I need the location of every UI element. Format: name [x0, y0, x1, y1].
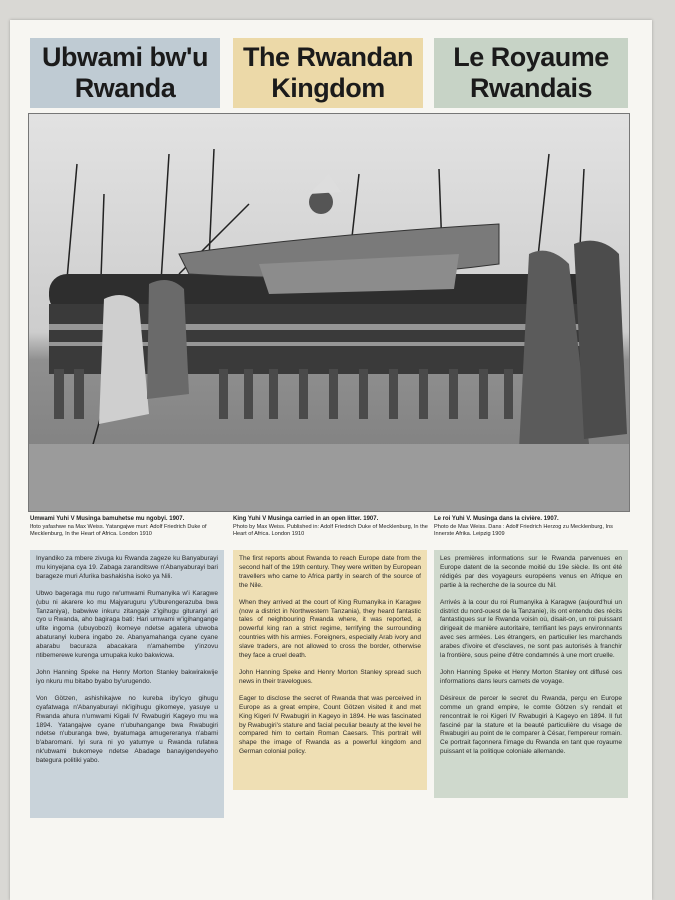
- caption-english-title: King Yuhi V Musinga carried in an open litter. 1907.: [233, 516, 379, 522]
- paragraph: Eager to disclose the secret of Rwanda that was perceived in Europe as a great empire, Count Götzen visited it and met King Kigeri IV Rwabugiri in Kageyo in 1894. He was fascinated by Rwabugiri's stature and facial peculiar beauty at the level he compared him to certain Roman Caesars. This portrait will shape the image of Rwanda as a powerful kingdom and German colonial policy.: [239, 694, 421, 756]
- title-english: [233, 38, 423, 108]
- paragraph: John Hanning Speke and Henry Morton Stanley spread such news in their travelogues.: [239, 668, 421, 685]
- paragraph: John Hanning Speke et Henry Morton Stanley ont diffusé ces informations dans leurs carnets de voyage.: [440, 668, 622, 685]
- text-column-french: [434, 550, 628, 798]
- caption-french-credit: Photo de Max Weiss. Dans : Adolf Friedrich Herzog zu Mecklenburg, Ins Innerste Afrika. Leipzig 1909: [434, 524, 613, 537]
- title-kinyarwanda: [30, 38, 220, 108]
- paragraph: Désireux de percer le secret du Rwanda, perçu en Europe comme un grand empire, le comte Götzen s'y rendait et rencontrait le roi Kigeri IV Rwabugiri à Kageyo en 1894. Il fut fasciné par la stature et la beauté particulière du visage de Rwabugiri au point de le comparer à César, l'empereur romain. Ce portrait façonnera l'image du Rwanda en tant que royaume puissant et la politique coloniale allemande.: [440, 694, 622, 756]
- paragraph: Ubwo bageraga mu rugo rw'umwami Rumanyika w'i Karagwe (ubu ni akarere ko mu Majyaruguru y'Uburengerazuba bwa Tanzaniya), babwiwe inkuru zitangaje z'igihugu gituranyi ari cyo u Rwanda, aho bagiraga bati: Hari umwami w'igihangange ufite ingoma (ubuyobozi) ikomeye ndetse agatera ubwoba abaturanyi kubera ingabo ze. Abanyamahanga cyane cyane abarabu bacuraza abacakara n'amahembe y'inzovu ntibemerewe kurenga umupaka kuko bakwicwa.: [36, 589, 218, 660]
- exhibition-panel: [10, 20, 652, 900]
- paragraph: When they arrived at the court of King Rumanyika in Karagwe (now a district in Northwestern Tanzania), they heard fantastic tales of neighbouring Rwanda where, it was reported, a powerful king ran a strict regime, terrifying the surrounding countries with his armies. Foreigners, especially Arab ivory and slave traders, are not allowed to cross the border, otherwise they face a cruel death.: [239, 598, 421, 660]
- caption-french: [434, 516, 629, 538]
- title-kinyarwanda-text: Ubwami bw'u Rwanda: [42, 42, 208, 103]
- title-french: [434, 38, 628, 108]
- paragraph: Inyandiko za mbere zivuga ku Rwanda zageze ku Banyaburayi mu kinyejana cya 19. Zabaga zaranditswe n'Abanyaburayi bari barageze muri Afurika bashakisha isoko ya Nili.: [36, 555, 218, 580]
- paragraph: Arrivés à la cour du roi Rumanyika à Karagwe (aujourd'hui un district du nord-ouest de la Tanzanie), ils ont entendu des récits fantastiques sur le Rwanda voisin où, disait-on, un roi puissant dirigeait de manière autoritaire, terrifiant les pays environnants avec ses armées. Les étrangers, en particulier les marchands arabes d'ivoire et d'esclaves, ne sont pas autorisés à franchir la frontière, sous peine d'être condamnés à une mort cruelle.: [440, 598, 622, 660]
- text-column-english: [233, 550, 427, 790]
- caption-kinyarwanda-credit: Ifoto yafashwe na Max Weiss. Yatangajwe muri: Adolf Friedrich Duke of Mecklenburg, In the Heart of Africa. London 1910: [30, 524, 207, 537]
- photograph-icon: [29, 114, 629, 511]
- caption-kinyarwanda-title: Umwami Yuhi V Musinga bamuhetse mu ngobyi. 1907.: [30, 516, 185, 522]
- paragraph: The first reports about Rwanda to reach Europe date from the second half of the 19th century. They were written by European travellers who came to Africa partly in search of the source of the Nile.: [239, 555, 421, 589]
- caption-kinyarwanda: [30, 516, 225, 538]
- paragraph: John Hanning Speke na Henry Morton Stanley bakwirakwije iyo nkuru mu bitabo byabo by'urugendo.: [36, 668, 218, 685]
- title-french-text: Le Royaume Rwandais: [453, 42, 609, 103]
- caption-english: [233, 516, 428, 538]
- paragraph: Von Götzen, ashishikajwe no kureba iby'icyo gihugu cyafatwaga n'Abanyaburayi nk'igihugu gikomeye, yasuye u Rwanda ahura n'umwami Kigali IV Rwabugiri Kageyo mu wa 1894. Yatangajwe cyane n'ubuhangange bwa Rwabugiri ndetse n'uburanga bwe, byatumaga amugereranya n'abami b'abaromani. Iyi sura ni yo yatumye u Rwanda rufatwa nk'ubwami bukomeye ndetse Abadage banayigendeyeho bategura politiki yabo.: [36, 694, 218, 765]
- paragraph: Les premières informations sur le Rwanda parvenues en Europe datent de la seconde moitié du 19e siècle. Ils ont été rédigés par des voyageurs européens venus en Afrique en partie à la recherche de la source du Nil.: [440, 555, 622, 589]
- caption-french-title: Le roi Yuhi V. Musinga dans la civière. 1907.: [434, 516, 559, 522]
- historical-photograph: [28, 113, 630, 512]
- caption-english-credit: Photo by Max Weiss. Published in: Adolf Friedrich Duke of Mecklenburg, In the Heart of Africa. London 1910: [233, 524, 428, 537]
- text-column-kinyarwanda: [30, 550, 224, 818]
- title-english-text: The Rwandan Kingdom: [242, 42, 413, 103]
